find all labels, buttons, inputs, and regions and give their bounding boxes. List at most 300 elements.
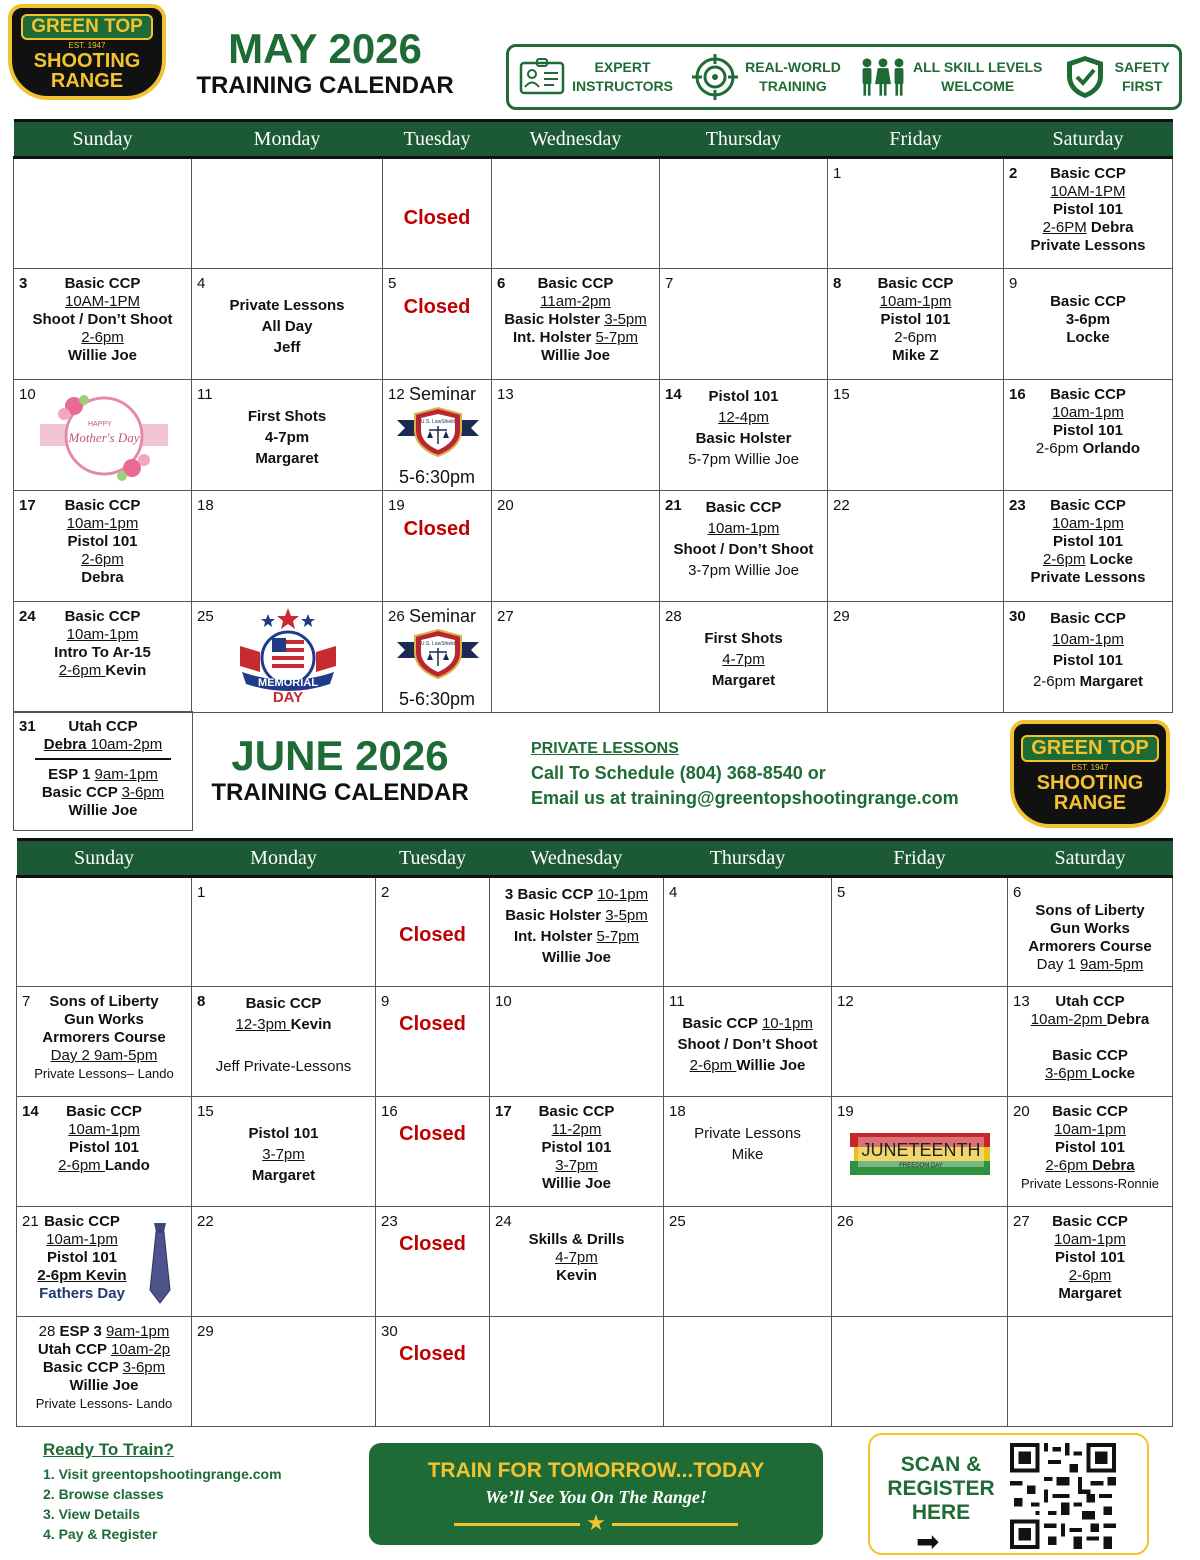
event-list [14, 602, 191, 680]
day-number: 21 [22, 1213, 39, 1230]
event-time: 2-6pm [1068, 1267, 1112, 1284]
day-number: 11 [197, 386, 213, 403]
day-number: 14 [22, 1103, 39, 1120]
may-weekday-tuesday: Tuesday [383, 121, 492, 158]
event-line: Gun Works [1050, 920, 1130, 937]
instructor: Jeff [273, 339, 301, 356]
event-time: 3-5pm [605, 907, 648, 924]
mothers-happy: HAPPY [88, 421, 112, 428]
june-day-20 [1008, 1097, 1173, 1207]
day-number: 22 [197, 1213, 214, 1230]
may-day-28 [660, 602, 828, 713]
event-line: Basic CCP [64, 608, 141, 625]
june-day-30 [376, 1317, 490, 1427]
necktie-icon [149, 1221, 171, 1305]
may-day-13 [492, 380, 660, 491]
event-line: Private Lessons [1030, 569, 1146, 586]
event-line: Pistol 101 [1054, 1249, 1126, 1266]
event-time: 10am-1pm [1052, 515, 1124, 532]
feature-safety [1061, 54, 1170, 100]
may-weekday-monday: Monday [192, 121, 383, 158]
event-line: Basic CCP [66, 1103, 142, 1120]
june-weekday-monday: Monday [192, 840, 376, 877]
feature-levels [859, 54, 1042, 100]
instructor: Mike [731, 1146, 764, 1163]
event-time: 10am-2p [110, 1341, 171, 1358]
event-list [1008, 987, 1172, 1083]
event-time: 4-7pm [722, 651, 765, 668]
day-number: 26 [837, 1213, 854, 1230]
event-line: Int. Holster [513, 928, 597, 945]
event-list [660, 491, 827, 581]
day-number: 19 [388, 497, 405, 514]
may-day-27 [492, 602, 660, 713]
june-day-29 [192, 1317, 376, 1427]
may-day-11 [192, 380, 383, 491]
may-day-7 [660, 269, 828, 380]
event-line: Private Lessons-Ronnie [1020, 1176, 1160, 1191]
instructor: Kevin [556, 1267, 597, 1284]
logo-line3: RANGE [50, 69, 124, 92]
event-list [1004, 491, 1172, 587]
event-time: 2-6pm [58, 1157, 105, 1174]
event-line: Gun Works [64, 1011, 144, 1028]
event-line: Basic CCP [41, 784, 122, 801]
june-weekday-sunday: Sunday [17, 840, 192, 877]
event-list [1008, 1097, 1172, 1193]
feature-training [691, 54, 841, 100]
day-number: 24 [495, 1213, 512, 1230]
event-time: 3-5pm [604, 311, 647, 328]
event-time: 2-6pm [81, 329, 124, 346]
event-time: 10am-1pm [707, 520, 780, 537]
event-time: 2-6pm [1032, 673, 1080, 690]
event-time: 2-6pm [81, 551, 124, 568]
june-empty-cell [1008, 1317, 1173, 1427]
event-time: 5-7pm [595, 329, 639, 346]
day-number: 18 [197, 497, 214, 514]
event-line: Basic CCP [245, 995, 322, 1012]
memorial-day-text: DAY [272, 689, 304, 706]
feature-expert-text: EXPERT INSTRUCTORS [572, 59, 673, 94]
june-subtitle: TRAINING CALENDAR [211, 779, 469, 806]
logo-line1: GREEN TOP [1021, 735, 1158, 762]
private-lessons-email[interactable]: Email us at training@greentopshootingrange.com [531, 788, 959, 808]
seminar-label: Seminar [409, 384, 477, 404]
day-number: 15 [833, 386, 850, 403]
event-list [192, 380, 382, 469]
event-line: Armorers Course [1028, 938, 1152, 955]
event-line: ESP 3 [59, 1323, 106, 1340]
may-day-22 [828, 491, 1004, 602]
event-list [17, 987, 191, 1083]
event-list [192, 987, 375, 1077]
event-time: 2-6PM [1042, 219, 1087, 236]
may-week-4 [14, 491, 1173, 602]
closed-label: Closed [399, 1123, 466, 1145]
may-day-12 [383, 380, 492, 491]
june-day-4 [664, 877, 832, 987]
private-lessons-phone[interactable]: Call To Schedule (804) 368-8540 or [531, 763, 826, 783]
june-calendar [16, 838, 1173, 1427]
day-number: 28 [665, 608, 682, 625]
june-day-7 [17, 987, 192, 1097]
lawshield-badge [397, 406, 479, 458]
lawshield-badge [397, 628, 479, 680]
day-number: 9 [1009, 275, 1018, 292]
event-line: Basic Holster [504, 311, 605, 328]
may-day-21 [660, 491, 828, 602]
event-time: 10am-1pm [1054, 1121, 1126, 1138]
event-time: 11am-2pm [540, 293, 611, 310]
june-weekday-wednesday: Wednesday [490, 840, 664, 877]
may-day-29 [828, 602, 1004, 713]
event-line: Basic CCP [705, 499, 782, 516]
day-number: 26 [388, 608, 405, 625]
instructor: Willie Joe [736, 1057, 806, 1074]
instructor: Locke [1091, 1065, 1136, 1082]
event-line: Armorers Course [42, 1029, 166, 1046]
june-week-3 [17, 1097, 1173, 1207]
june-day-21 [17, 1207, 192, 1317]
day-number: 10 [19, 386, 36, 403]
event-list [1008, 878, 1172, 974]
event-list [14, 269, 191, 365]
may-weekday-thursday: Thursday [660, 121, 828, 158]
juneteenth-sub: FREEDOM DAY [899, 1163, 943, 1169]
event-line: Basic CCP [64, 497, 141, 514]
event-list [828, 269, 1003, 365]
event-time: 2-6pm Kevin [37, 1267, 127, 1284]
divider [35, 758, 171, 760]
closed-label: Closed [399, 1233, 466, 1255]
logo-est: EST. 1947 [1071, 763, 1109, 772]
day-number: 22 [833, 497, 850, 514]
event-line: Pistol 101 [248, 1125, 319, 1142]
may-day-23 [1004, 491, 1173, 602]
instructor: Willie Joe [540, 347, 611, 364]
event-time: 10am-1pm [68, 1121, 140, 1138]
event-line: Private Lessons [1030, 237, 1146, 254]
seminar-label: Seminar [409, 606, 477, 626]
june-week-4 [17, 1207, 1173, 1317]
event-time: Day 2 9am-5pm [50, 1047, 158, 1064]
event-line: Basic CCP [1052, 1047, 1128, 1064]
event-time: 10am-1pm [1054, 1231, 1126, 1248]
instructor: Debra [1106, 1011, 1150, 1028]
june-day-12 [832, 987, 1008, 1097]
event-time: 11-2pm [551, 1121, 602, 1138]
event-line: Skills & Drills [528, 1231, 625, 1248]
event-list [192, 269, 382, 358]
memorial-day-badge [236, 606, 340, 706]
private-lessons-heading[interactable]: PRIVATE LESSONS [531, 740, 679, 757]
event-list [664, 1097, 831, 1165]
logo-mid [1010, 720, 1170, 828]
may-day-18 [192, 491, 383, 602]
may-day-6 [492, 269, 660, 380]
instructor: Willie Joe [67, 347, 138, 364]
instructor: Margaret [1058, 1285, 1122, 1302]
day-number: 25 [669, 1213, 686, 1230]
event-line: Pistol 101 [541, 1139, 612, 1156]
june-empty-cell [832, 1317, 1008, 1427]
feature-safety-text: SAFETY FIRST [1114, 59, 1170, 94]
feature-strip [506, 44, 1182, 110]
day-number: 31 [19, 718, 36, 735]
june-day-25 [664, 1207, 832, 1317]
mothers-day-badge [40, 388, 168, 484]
event-line: Shoot / Don’t Shoot [677, 1036, 818, 1053]
day-number: 23 [1009, 497, 1026, 514]
event-time: 2-6pm [1042, 551, 1086, 568]
closed-label: Closed [399, 924, 466, 946]
june-day-8 [192, 987, 376, 1097]
june-day-5 [832, 877, 1008, 987]
event-line: Basic CCP [64, 275, 141, 292]
event-time: 4-7pm [555, 1249, 598, 1266]
logo-top [8, 4, 166, 100]
step-3: 3. View Details [43, 1506, 141, 1522]
event-line: Basic CCP [517, 886, 598, 903]
day-number: 2 [1009, 165, 1018, 182]
day-number: 16 [1009, 386, 1026, 403]
event-time: 10am-1pm [66, 515, 139, 532]
event-line: Utah CCP [68, 718, 138, 735]
event-line: First Shots [704, 630, 783, 647]
day-number: 20 [1013, 1103, 1030, 1120]
day-number: 13 [497, 386, 514, 403]
day-number: 6 [1013, 884, 1022, 901]
event-time: 2-6pm [58, 662, 106, 679]
may-day-1 [828, 158, 1004, 269]
logo-line1: GREEN TOP [21, 14, 153, 40]
may-day-14 [660, 380, 828, 491]
step-4: 4. Pay & Register [43, 1526, 158, 1542]
day-number: 1 [197, 884, 206, 901]
may-day-24 [14, 602, 192, 713]
event-time: 10am-1pm [1052, 631, 1124, 648]
scan-register-box[interactable] [868, 1433, 1149, 1555]
instructor: Locke [1066, 329, 1110, 346]
may-empty-cell [14, 158, 192, 269]
event-line: Pistol 101 [46, 1249, 118, 1266]
closed-label: Closed [399, 1343, 466, 1365]
day-number: 19 [837, 1103, 854, 1120]
ready-to-train [43, 1440, 282, 1544]
may-day-31 [13, 711, 193, 831]
june-day-22 [192, 1207, 376, 1317]
event-time: 10-1pm [761, 1015, 813, 1032]
event-line: Jeff Private-Lessons [215, 1058, 352, 1075]
june-day-1 [192, 877, 376, 987]
may-day-26 [383, 602, 492, 713]
event-line: Private Lessons [229, 297, 345, 314]
instructor: Margaret [711, 672, 776, 689]
june-week-2 [17, 987, 1173, 1097]
event-time: 3-7pm [555, 1157, 598, 1174]
june-empty-cell [664, 1317, 832, 1427]
instructor: Willie Joe [541, 1175, 612, 1192]
may-empty-cell [492, 158, 660, 269]
qr-code-icon[interactable] [1010, 1443, 1116, 1549]
event-list [490, 1097, 663, 1193]
may-day-16 [1004, 380, 1173, 491]
day-number: 12 [388, 386, 405, 403]
event-time: 10am-1pm [66, 626, 139, 643]
closed-label: Closed [403, 296, 471, 318]
june-day-13 [1008, 987, 1173, 1097]
event-list [660, 380, 827, 470]
event-list [17, 1317, 191, 1413]
event-line: Pistol 101 [68, 1139, 140, 1156]
june-day-17 [490, 1097, 664, 1207]
logo-line2: SHOOTING [1036, 772, 1144, 794]
banner-subtitle: We’ll See You On The Range! [485, 1487, 707, 1507]
mothers-day-text: Mother's Day [68, 430, 140, 445]
event-line: 3-7pm Willie Joe [688, 562, 799, 579]
banner-title: TRAIN FOR TOMORROW...TODAY [427, 1459, 765, 1482]
may-weekday-saturday: Saturday [1004, 121, 1173, 158]
may-title: MAY 2026 [228, 25, 422, 72]
event-time: 10AM-1PM [1050, 183, 1126, 200]
day-number: 8 [833, 275, 842, 292]
event-line: Basic CCP [1050, 293, 1126, 310]
june-day-6 [1008, 877, 1173, 987]
event-time: 3-7pm [262, 1146, 305, 1163]
may-week-5 [14, 602, 1173, 713]
day-number: 11 [669, 993, 685, 1010]
juneteenth-text: JUNETEENTH [861, 1140, 981, 1160]
event-time: 12-3pm [235, 1016, 291, 1033]
day-number: 17 [19, 497, 36, 514]
instructor: Debra [1086, 219, 1134, 236]
may-day-8 [828, 269, 1004, 380]
may-title-block [190, 26, 460, 100]
june-day-15 [192, 1097, 376, 1207]
event-line: Pistol 101 [708, 388, 779, 405]
instructor: Debra [1092, 1157, 1135, 1174]
shield-check-icon [1061, 54, 1109, 100]
event-time: 3-6pm [1044, 1065, 1092, 1082]
event-time: 2-6pm [1045, 1157, 1093, 1174]
event-line: Utah CCP [37, 1341, 111, 1358]
instructor: Willie Joe [68, 802, 138, 819]
event-line: Pistol 101 [1052, 422, 1124, 439]
may-weekday-friday: Friday [828, 121, 1004, 158]
lawshield-text: U.S. LawShield [420, 641, 456, 647]
event-line: Shoot / Don’t Shoot [32, 311, 173, 328]
june-day-26 [832, 1207, 1008, 1317]
event-line: Basic CCP [1050, 165, 1126, 182]
june-day-28 [17, 1317, 192, 1427]
seminar-time: 5-6:30pm [399, 467, 476, 487]
event-time: 10-1pm [597, 886, 649, 903]
event-list [1004, 269, 1172, 347]
train-banner [369, 1443, 823, 1545]
june-day-19 [832, 1097, 1008, 1207]
may-day-20 [492, 491, 660, 602]
may-subtitle: TRAINING CALENDAR [196, 72, 454, 99]
instructor: Willie Joe [69, 1377, 139, 1394]
june-empty-cell [490, 1317, 664, 1427]
day-number: 20 [497, 497, 514, 514]
event-list [492, 269, 659, 365]
may-day-9 [1004, 269, 1173, 380]
june-weekday-tuesday: Tuesday [376, 840, 490, 877]
day-number: 6 [497, 275, 506, 292]
event-list [490, 1207, 663, 1285]
event-line: Pistol 101 [1052, 533, 1124, 550]
day-number: 12 [837, 993, 854, 1010]
may-week-1 [14, 158, 1173, 269]
may-week-2 [14, 269, 1173, 380]
june-day-14 [17, 1097, 192, 1207]
event-line: Intro To Ar-15 [54, 644, 151, 661]
day-number: 4 [669, 884, 678, 901]
event-line: Pistol 101 [1052, 201, 1124, 218]
june-weekday-header [17, 840, 1173, 877]
instructor: Margaret [255, 450, 319, 467]
june-day-24 [490, 1207, 664, 1317]
day-number: 9 [381, 993, 390, 1010]
event-time: 10am-2pm [86, 736, 163, 753]
instructor: Locke [1085, 551, 1134, 568]
event-list [1004, 602, 1172, 692]
instructor: Margaret [251, 1167, 316, 1184]
june-weekday-thursday: Thursday [664, 840, 832, 877]
event-line: Private Lessons– Lando [34, 1066, 174, 1081]
day-number: 4 [197, 275, 206, 292]
may-empty-cell [192, 158, 383, 269]
event-time: 2-6pm [689, 1057, 737, 1074]
may-day-2 [1004, 158, 1173, 269]
may-week-3 [14, 380, 1173, 491]
id-card-icon [518, 54, 566, 100]
seminar-time: 5-6:30pm [399, 689, 476, 709]
step-2: 2. Browse classes [43, 1486, 164, 1502]
lawshield-text: U.S. LawShield [420, 419, 456, 425]
day-number: 30 [381, 1323, 398, 1340]
event-line: Pistol 101 [1054, 1139, 1126, 1156]
arrow-right-icon: ➡ [916, 1526, 940, 1557]
day-number: 25 [197, 608, 214, 625]
day-number: 17 [495, 1103, 512, 1120]
event-line: Basic Holster [505, 907, 606, 924]
step-1[interactable]: 1. Visit greentopshootingrange.com [43, 1466, 282, 1482]
event-line: Basic CCP [1050, 610, 1126, 627]
event-time: 4-7pm [264, 429, 310, 446]
star-icon: ★ [369, 1510, 823, 1536]
day-number: 29 [833, 608, 850, 625]
event-line: Basic CCP [877, 275, 954, 292]
event-time: 3-6pm [121, 784, 165, 801]
june-weekday-saturday: Saturday [1008, 840, 1173, 877]
event-time: 5-7pm [596, 928, 640, 945]
june-day-18 [664, 1097, 832, 1207]
may-day-25 [192, 602, 383, 713]
june-empty-cell [17, 877, 192, 987]
event-line: Pistol 101 [1052, 652, 1124, 669]
event-line: Shoot / Don’t Shoot [673, 541, 814, 558]
day-number: 10 [495, 993, 512, 1010]
feature-expert [518, 54, 673, 100]
june-day-9 [376, 987, 490, 1097]
target-icon [691, 54, 739, 100]
event-list [1004, 380, 1172, 458]
may-day-19 [383, 491, 492, 602]
day-number: 21 [665, 497, 682, 514]
